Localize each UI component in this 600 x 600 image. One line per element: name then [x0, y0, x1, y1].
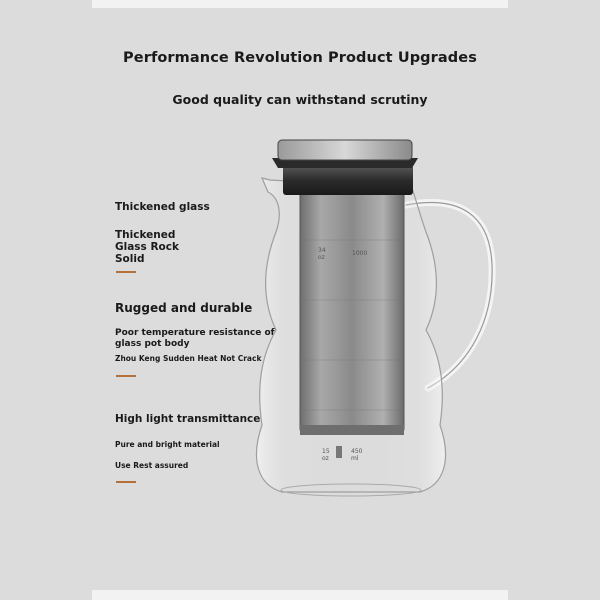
feature-line: Zhou Keng Sudden Heat Not Crack	[115, 354, 262, 363]
mark-top-left: 34	[318, 247, 326, 254]
feature-heading-rugged-durable: Rugged and durable	[115, 301, 253, 315]
mark-top-left-unit: oz	[318, 254, 325, 261]
mark-bottom-right: 450	[351, 448, 363, 455]
feature-line: Glass Rock	[115, 241, 179, 253]
bottom-strip	[92, 590, 508, 600]
feature-line: Pure and bright material	[115, 440, 220, 449]
feature-line: glass pot body	[115, 339, 190, 349]
feature-heading-high-light: High light transmittance	[115, 413, 261, 425]
feature-line: Thickened	[115, 229, 176, 241]
page-title: Performance Revolution Product Upgrades	[123, 50, 477, 66]
page-subtitle: Good quality can withstand scrutiny	[172, 92, 428, 107]
feature-heading-thickened-glass: Thickened glass	[115, 201, 210, 213]
feature-line: Solid	[115, 253, 145, 265]
lid-body	[283, 165, 413, 195]
fill-level-marker	[336, 446, 342, 458]
mark-bottom-left-unit: oz	[322, 455, 329, 462]
filter-tube	[300, 185, 404, 433]
mark-bottom-left: 15	[322, 448, 330, 455]
feature-line: Poor temperature resistance of	[115, 328, 275, 338]
lid-top	[278, 140, 412, 160]
mark-top-right: 1000	[352, 250, 368, 257]
mark-bottom-right-unit: ml	[351, 455, 359, 462]
feature-line: Use Rest assured	[115, 461, 189, 470]
filter-bottom	[300, 425, 404, 435]
